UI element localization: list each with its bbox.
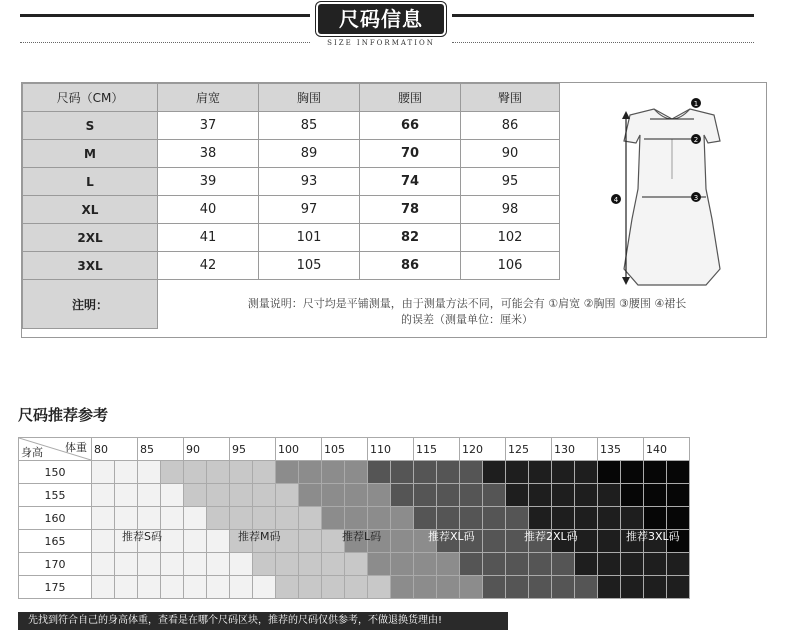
grid-cell: [621, 553, 644, 576]
grid-cell: [161, 461, 184, 484]
cell-value: 37: [158, 112, 259, 140]
grid-cell: [529, 553, 552, 576]
grid-cell: [253, 507, 276, 530]
recommend-title: 尺码推荐参考: [18, 406, 109, 424]
grid-cell: [368, 507, 391, 530]
recommend-footer: 先找到符合自己的身高体重，查看是在哪个尺码区块，推荐的尺码仅供参考，不做退换货理由!: [18, 612, 508, 630]
marker-4-label: 4: [613, 196, 619, 204]
grid-cell: [598, 530, 621, 553]
grid-cell: [138, 507, 161, 530]
size-label: XL: [23, 196, 158, 224]
grid-cell: [552, 576, 575, 599]
weight-header: 105: [322, 438, 368, 461]
grid-cell: [138, 553, 161, 576]
grid-cell: [161, 507, 184, 530]
grid-cell: [644, 461, 667, 484]
grid-cell: [161, 553, 184, 576]
grid-cell: [276, 484, 299, 507]
header-dotted-left: [20, 42, 310, 43]
grid-cell: [391, 484, 414, 507]
cell-value: 105: [259, 252, 360, 280]
grid-cell: [391, 507, 414, 530]
weight-header: 110: [368, 438, 414, 461]
cell-value: 78: [360, 196, 461, 224]
arrow-up-icon: [622, 111, 630, 119]
grid-cell: [161, 484, 184, 507]
cell-value: 82: [360, 224, 461, 252]
grid-cell: [414, 461, 437, 484]
recommend-label: 推荐M码: [238, 530, 281, 543]
grid-cell: [161, 576, 184, 599]
grid-cell: [253, 461, 276, 484]
cell-value: 39: [158, 168, 259, 196]
table-row: [23, 112, 560, 140]
grid-cell: [345, 461, 368, 484]
table-row: [23, 196, 560, 224]
grid-cell: [207, 530, 230, 553]
col-header-shoulder: 肩宽: [158, 84, 259, 112]
grid-cell: [299, 484, 322, 507]
grid-cell: [644, 484, 667, 507]
grid-cell: [506, 507, 529, 530]
grid-cell: [437, 507, 460, 530]
grid-cell: [138, 461, 161, 484]
grid-cell: [92, 553, 115, 576]
grid-cell: [184, 553, 207, 576]
recommend-table: [18, 437, 690, 599]
grid-cell: [92, 507, 115, 530]
recommend-label: 推荐XL码: [428, 530, 475, 543]
height-label: 165: [19, 530, 92, 553]
grid-cell: [575, 553, 598, 576]
grid-cell: [483, 484, 506, 507]
height-label: 170: [19, 553, 92, 576]
grid-cell: [92, 576, 115, 599]
header-rule-right: [452, 14, 754, 17]
weight-header: 140: [644, 438, 690, 461]
grid-cell: [621, 576, 644, 599]
cell-value: 101: [259, 224, 360, 252]
grid-cell: [230, 461, 253, 484]
grid-cell: [667, 484, 690, 507]
cell-value: 41: [158, 224, 259, 252]
weight-header: 125: [506, 438, 552, 461]
note-text: [197, 296, 737, 328]
table-row: [19, 507, 690, 530]
grid-cell: [529, 576, 552, 599]
grid-cell: [138, 576, 161, 599]
grid-cell: [276, 576, 299, 599]
cell-value: 85: [259, 112, 360, 140]
grid-cell: [322, 576, 345, 599]
grid-cell: [391, 461, 414, 484]
grid-cell: [207, 507, 230, 530]
grid-cell: [184, 484, 207, 507]
grid-cell: [391, 530, 414, 553]
weight-header: 85: [138, 438, 184, 461]
grid-cell: [460, 576, 483, 599]
cell-value: 95: [461, 168, 560, 196]
grid-cell: [575, 484, 598, 507]
grid-cell: [207, 576, 230, 599]
grid-cell: [483, 553, 506, 576]
note-line-1: 测量说明：尺寸均是平铺测量，由于测量方法不同，可能会有 ①肩宽 ②胸围 ③腰围 ④裙长: [247, 297, 687, 310]
grid-cell: [529, 461, 552, 484]
grid-cell: [230, 553, 253, 576]
cell-value: 74: [360, 168, 461, 196]
cell-value: 86: [461, 112, 560, 140]
table-row: [23, 168, 560, 196]
weight-header: 100: [276, 438, 322, 461]
grid-cell: [644, 576, 667, 599]
grid-cell: [667, 461, 690, 484]
grid-cell: [414, 553, 437, 576]
note-cell: [157, 286, 764, 336]
size-label: S: [23, 112, 158, 140]
grid-cell: [598, 553, 621, 576]
cell-value: 97: [259, 196, 360, 224]
weight-header: 135: [598, 438, 644, 461]
grid-cell: [391, 576, 414, 599]
grid-cell: [322, 507, 345, 530]
marker-3-label: 3: [693, 194, 699, 202]
grid-cell: [253, 576, 276, 599]
size-label: 3XL: [23, 252, 158, 280]
grid-cell: [322, 461, 345, 484]
height-label: 155: [19, 484, 92, 507]
grid-cell: [230, 576, 253, 599]
cell-value: 98: [461, 196, 560, 224]
grid-cell: [253, 553, 276, 576]
grid-cell: [598, 507, 621, 530]
grid-cell: [253, 484, 276, 507]
grid-cell: [207, 461, 230, 484]
cell-value: 106: [461, 252, 560, 280]
grid-cell: [437, 576, 460, 599]
grid-cell: [437, 553, 460, 576]
recommend-label: 推荐L码: [342, 530, 382, 543]
corner-height-label: 身高: [21, 446, 43, 459]
header-subtitle: SIZE INFORMATION: [327, 39, 435, 47]
grid-cell: [460, 461, 483, 484]
grid-cell: [506, 576, 529, 599]
grid-cell: [299, 507, 322, 530]
cell-value: 42: [158, 252, 259, 280]
grid-cell: [506, 461, 529, 484]
grid-cell: [575, 576, 598, 599]
grid-cell: [483, 576, 506, 599]
corner-diagonal: [19, 438, 91, 460]
grid-cell: [115, 461, 138, 484]
recommend-label: 推荐3XL码: [626, 530, 680, 543]
col-header-hip: 臀围: [461, 84, 560, 112]
cell-value: 40: [158, 196, 259, 224]
weight-header: 115: [414, 438, 460, 461]
grid-cell: [621, 484, 644, 507]
grid-cell: [161, 530, 184, 553]
cell-value: 93: [259, 168, 360, 196]
grid-cell: [345, 484, 368, 507]
cell-value: 70: [360, 140, 461, 168]
cell-value: 90: [461, 140, 560, 168]
grid-cell: [552, 484, 575, 507]
grid-cell: [138, 484, 161, 507]
grid-cell: [115, 484, 138, 507]
cell-value: 38: [158, 140, 259, 168]
grid-cell: [621, 461, 644, 484]
grid-cell: [184, 507, 207, 530]
grid-cell: [345, 507, 368, 530]
col-header-chest: 胸围: [259, 84, 360, 112]
weight-header: 120: [460, 438, 506, 461]
size-label: M: [23, 140, 158, 168]
grid-cell: [460, 553, 483, 576]
dress-measurement-diagram: [582, 89, 762, 289]
recommend-grid: [18, 437, 690, 599]
grid-cell: [575, 507, 598, 530]
height-label: 175: [19, 576, 92, 599]
grid-cell: [368, 484, 391, 507]
marker-2-label: 2: [693, 136, 699, 144]
cell-value: 86: [360, 252, 461, 280]
grid-cell: [391, 553, 414, 576]
header-dotted-right: [452, 42, 754, 43]
grid-cell: [368, 553, 391, 576]
note-label: 注明：: [23, 280, 158, 329]
grid-cell: [115, 507, 138, 530]
col-header-size: 尺码（CM）: [23, 84, 158, 112]
grid-cell: [299, 576, 322, 599]
size-label: 2XL: [23, 224, 158, 252]
grid-cell: [276, 553, 299, 576]
marker-1-label: 1: [693, 100, 699, 108]
cell-value: 102: [461, 224, 560, 252]
cell-value: 89: [259, 140, 360, 168]
grid-cell: [621, 507, 644, 530]
grid-cell: [184, 461, 207, 484]
grid-cell: [437, 484, 460, 507]
grid-cell: [276, 507, 299, 530]
grid-cell: [667, 576, 690, 599]
grid-cell: [230, 484, 253, 507]
grid-cell: [506, 553, 529, 576]
grid-cell: [184, 576, 207, 599]
grid-cell: [414, 576, 437, 599]
grid-cell: [529, 484, 552, 507]
grid-cell: [115, 553, 138, 576]
table-row: [19, 553, 690, 576]
grid-cell: [575, 461, 598, 484]
table-row: [23, 252, 560, 280]
height-label: 160: [19, 507, 92, 530]
grid-cell: [667, 507, 690, 530]
header-rule-left: [20, 14, 310, 17]
grid-cell: [207, 553, 230, 576]
grid-cell: [529, 507, 552, 530]
grid-cell: [345, 576, 368, 599]
grid-cell: [644, 507, 667, 530]
grid-cell: [299, 530, 322, 553]
grid-cell: [483, 530, 506, 553]
grid-cell: [92, 461, 115, 484]
grid-cell: [598, 576, 621, 599]
grid-cell: [322, 484, 345, 507]
recommend-label: 推荐2XL码: [524, 530, 578, 543]
grid-cell: [437, 461, 460, 484]
table-row: [23, 224, 560, 252]
weight-header: 90: [184, 438, 230, 461]
recommend-label: 推荐S码: [122, 530, 162, 543]
grid-cell: [322, 553, 345, 576]
table-row: [23, 140, 560, 168]
corner-weight-label: 体重: [65, 441, 87, 454]
grid-cell: [552, 461, 575, 484]
grid-cell: [460, 484, 483, 507]
arrow-down-icon: [622, 277, 630, 285]
grid-cell: [92, 530, 115, 553]
weight-header: 95: [230, 438, 276, 461]
size-label: L: [23, 168, 158, 196]
grid-corner: [19, 438, 92, 461]
cell-value: 66: [360, 112, 461, 140]
grid-cell: [552, 553, 575, 576]
grid-cell: [460, 507, 483, 530]
grid-cell: [276, 461, 299, 484]
grid-cell: [644, 553, 667, 576]
grid-cell: [414, 507, 437, 530]
weight-header: 130: [552, 438, 598, 461]
grid-cell: [299, 461, 322, 484]
note-line-2: 的误差（测量单位：厘米）: [401, 313, 533, 326]
header-title: 尺码信息: [318, 4, 444, 34]
grid-cell: [368, 576, 391, 599]
weight-header: 80: [92, 438, 138, 461]
grid-cell: [345, 553, 368, 576]
grid-cell: [483, 461, 506, 484]
grid-cell: [667, 553, 690, 576]
table-row: [19, 461, 690, 484]
grid-cell: [299, 553, 322, 576]
grid-cell: [368, 461, 391, 484]
grid-cell: [483, 507, 506, 530]
grid-cell: [598, 461, 621, 484]
grid-cell: [92, 484, 115, 507]
grid-cell: [414, 484, 437, 507]
table-row: [19, 484, 690, 507]
grid-cell: [598, 484, 621, 507]
table-row: [19, 576, 690, 599]
grid-cell: [184, 530, 207, 553]
grid-cell: [552, 507, 575, 530]
height-label: 150: [19, 461, 92, 484]
grid-cell: [115, 576, 138, 599]
size-panel: [21, 82, 767, 338]
col-header-waist: 腰围: [360, 84, 461, 112]
grid-cell: [207, 484, 230, 507]
grid-cell: [506, 484, 529, 507]
grid-cell: [230, 507, 253, 530]
